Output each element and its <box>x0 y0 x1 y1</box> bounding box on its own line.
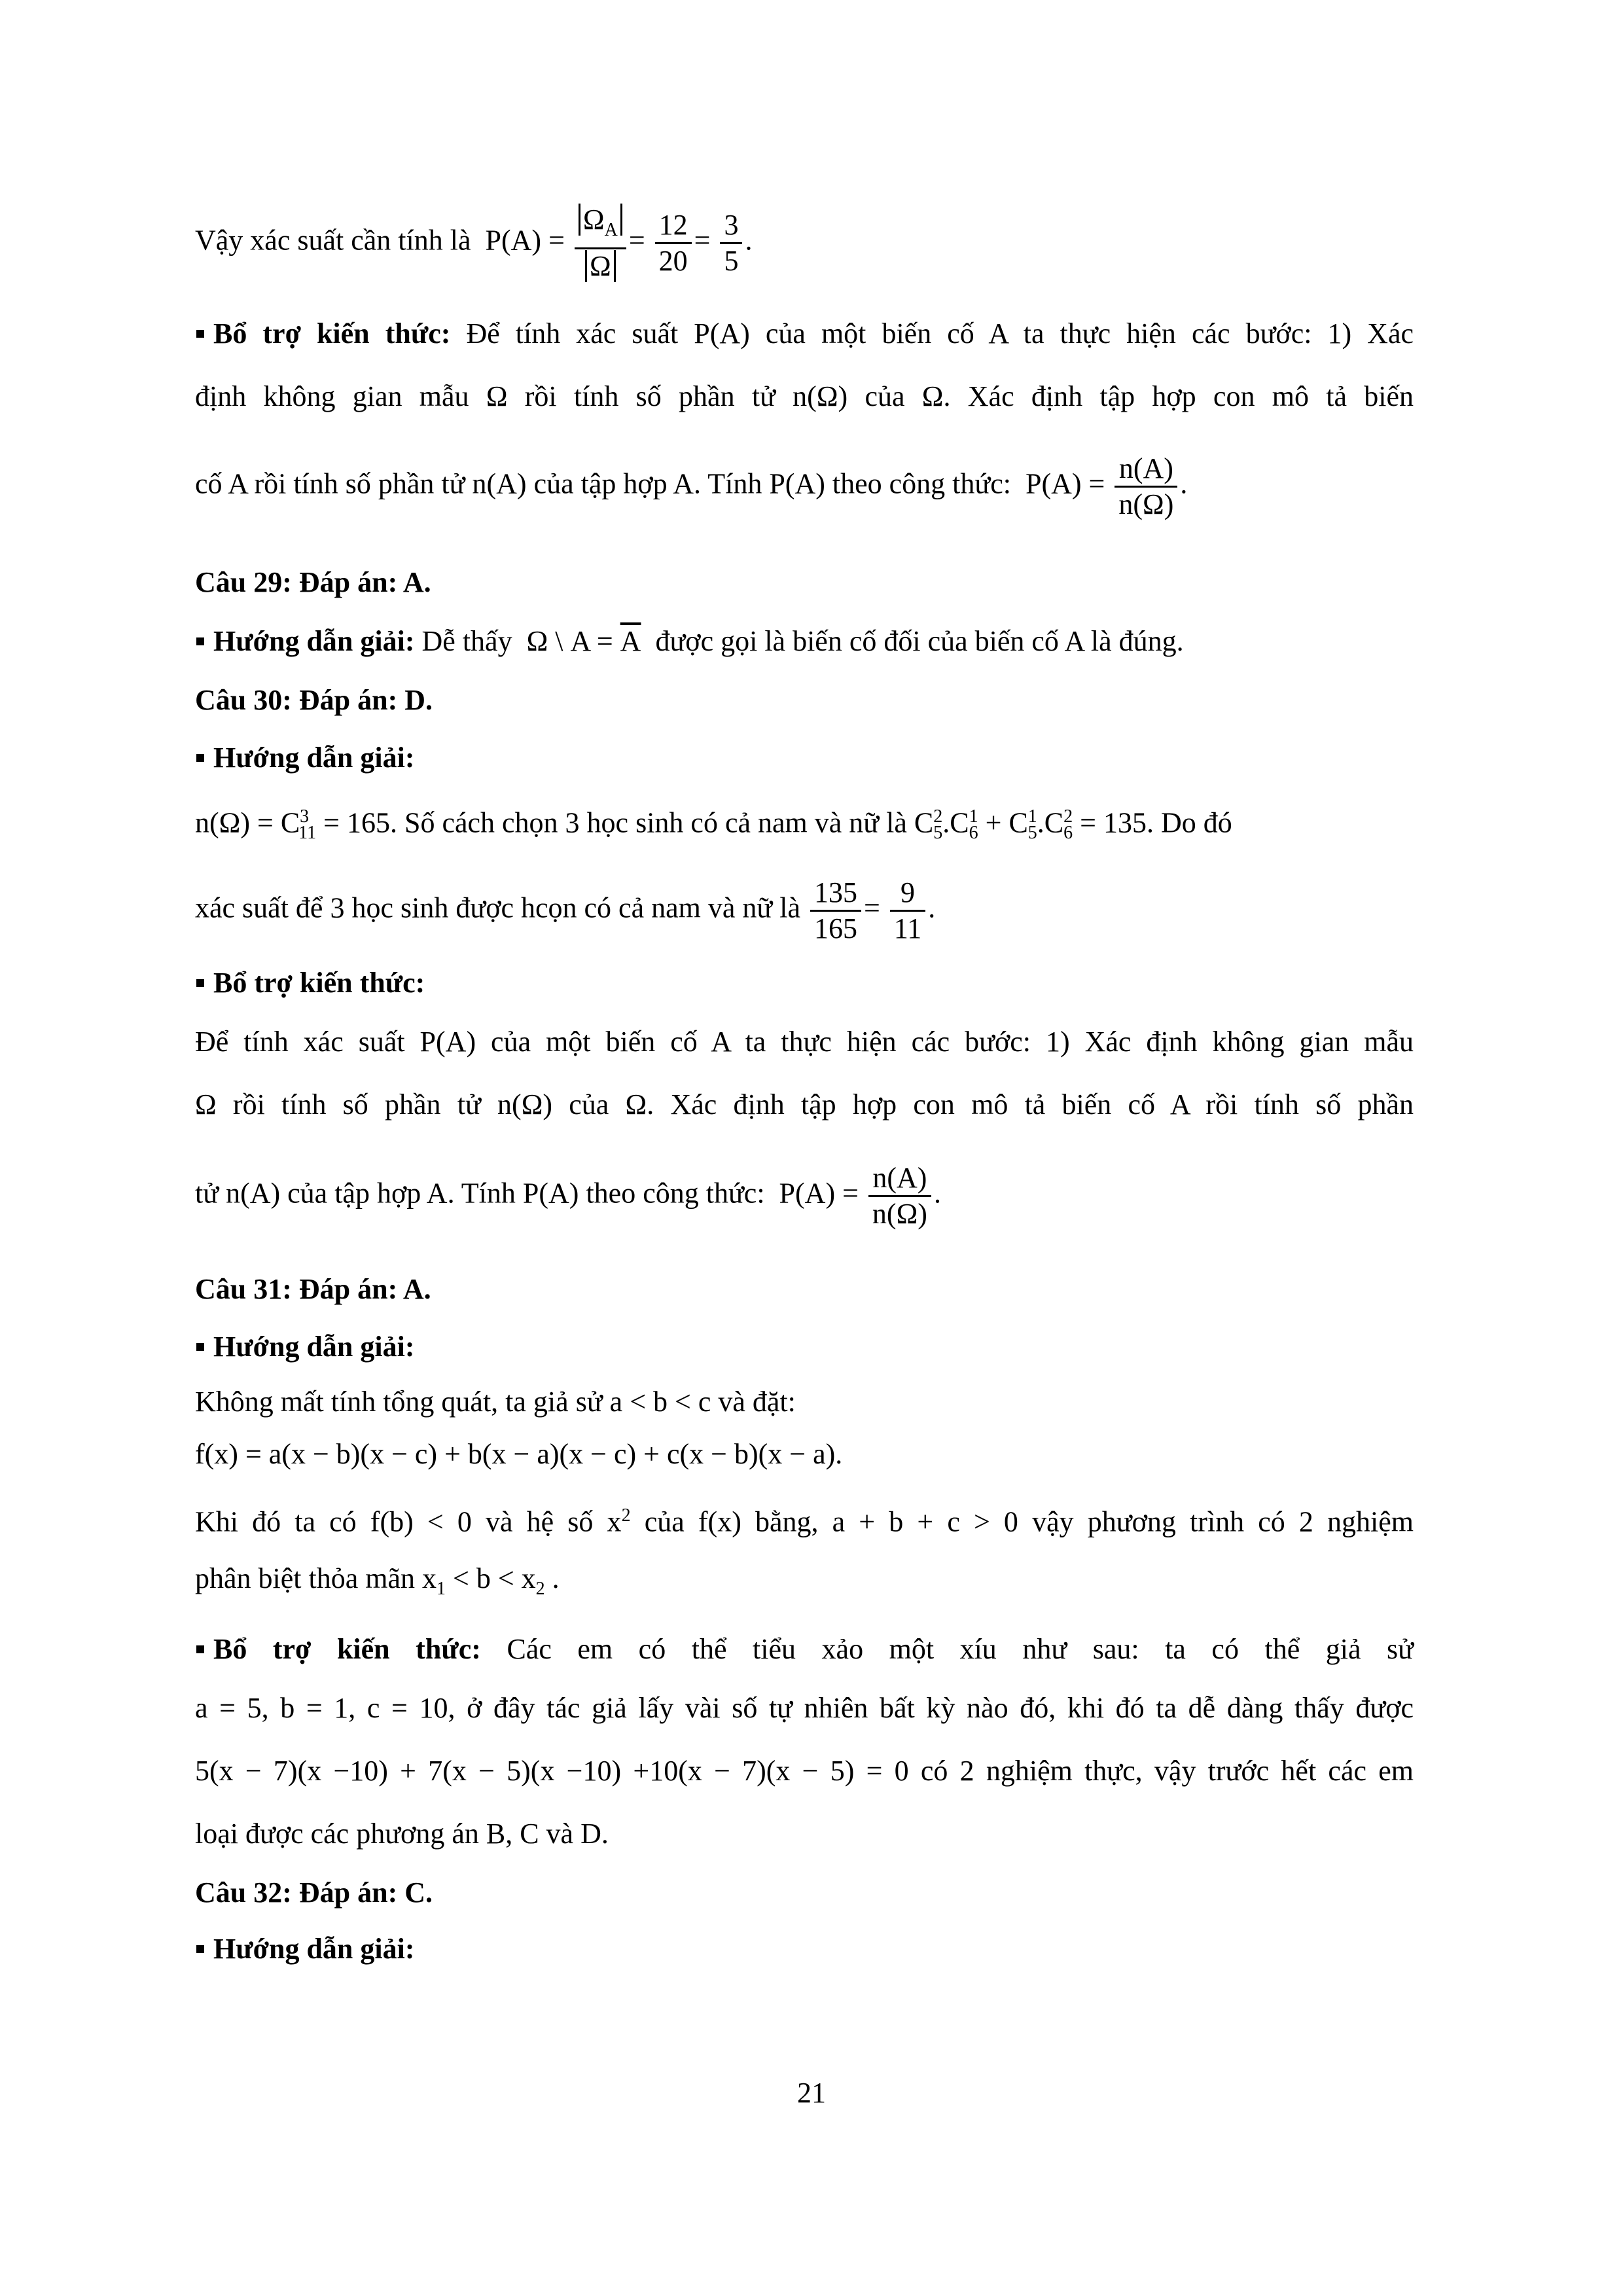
question-30-title: Câu 30: Đáp án: D. <box>195 684 433 716</box>
bullet-icon <box>196 1343 204 1351</box>
answer-28-lhs: P(A) = <box>485 224 565 257</box>
support-28-line1: Bổ trợ kiến thức: Để tính xác suất P(A) của một biến cố A ta thực hiện các bước: 1) Xác <box>195 314 1414 353</box>
fraction-12-20: $\frac{12}{20}$ <box>655 208 692 278</box>
bullet-icon <box>196 754 204 762</box>
fraction-nA-nOmega-2: $\frac{n(A)}{n(\Omega)}$ <box>868 1161 931 1231</box>
question-31-support-line4: loại được các phương án B, C và D. <box>195 1818 609 1850</box>
question-31-guide-label: Hướng dẫn giải: <box>195 1327 415 1367</box>
question-29-title: Câu 29: Đáp án: A. <box>195 566 431 598</box>
question-31-line4: phân biệt thỏa mãn $x_1 < b < x_2$ . <box>195 1562 560 1599</box>
question-30-line2: xác suất để 3 học sinh được hcọn có cả nam và nữ là $\frac{135}{165}$ = $\frac{9}{11}$ . <box>195 876 936 944</box>
question-32-guide-label: Hướng dẫn giải: <box>195 1929 415 1969</box>
bullet-icon <box>196 637 204 645</box>
question-31-title: Câu 31: Đáp án: A. <box>195 1273 431 1305</box>
fraction-nA-nOmega: $\frac{n(A)}{n(\Omega)}$ <box>1115 452 1177 522</box>
answer-28-text: Vậy xác suất cần tính là <box>195 224 471 257</box>
bullet-icon <box>196 979 204 987</box>
question-31-support-line1: Bổ trợ kiến thức: Các em có thể tiểu xảo một xíu như sau: ta có thể giả sử <box>195 1630 1414 1669</box>
question-31-support-line3: 5(x − 7)(x −10) + 7(x − 5)(x −10) +10(x − 7)(x − 5) = 0 có 2 nghiệm thực, vậy trước hết các em <box>195 1755 1414 1787</box>
question-31-line1: Không mất tính tổng quát, ta giả sử a < b < c và đặt: <box>195 1386 796 1418</box>
question-32-title: Câu 32: Đáp án: C. <box>195 1876 433 1909</box>
support-30-line1: Để tính xác suất P(A) của một biến cố A ta thực hiện các bước: 1) Xác định không gian mẫu <box>195 1026 1414 1058</box>
support-30-line2: Ω rồi tính số phần tử n(Ω) của Ω. Xác định tập hợp con mô tả biến cố A rồi tính số phần <box>195 1088 1414 1121</box>
question-30-guide-label: Hướng dẫn giải: <box>195 738 415 778</box>
fraction-135-165: $\frac{135}{165}$ <box>810 876 861 946</box>
question-30-line1: $n(\Omega) = C^3_{11} = 165$. Số cách chọn 3 học sinh có cả nam và nữ là $C^2_5.C^1_6 + C^1_5.C^2_6 = 135$. Do đó <box>195 806 1232 844</box>
question-29-guide: Hướng dẫn giải: Dễ thấy Ω \ $A = \overline{A}$ được gọi là biến cố đối của biến cố A là đúng. <box>195 622 1184 661</box>
support-28-line2: định không gian mẫu Ω rồi tính số phần tử n(Ω) của Ω. Xác định tập hợp con mô tả biến <box>195 380 1414 412</box>
fraction-omega: $\frac{\Omega_A}{\Omega}$ <box>575 203 626 283</box>
support-30-label: Bổ trợ kiến thức: <box>195 963 425 1003</box>
bullet-icon <box>196 1645 204 1653</box>
bullet-icon <box>196 1945 204 1953</box>
support-28-line3: cố A rồi tính số phần tử n(A) của tập hợp A. Tính P(A) theo công thức: P(A) = $\frac{n(A)}{n(\Omega)}$ . <box>195 452 1188 520</box>
question-31-line3: Khi đó ta có f(b) < 0 và hệ số $x^2$ của f(x) bằng, a + b + c > 0 vậy phương trình có 2 nghiệm <box>195 1505 1414 1538</box>
fraction-9-11: $\frac{9}{11}$ <box>890 876 925 946</box>
page-number: 21 <box>797 2077 826 2109</box>
question-31-support-line2: a = 5, b = 1, c = 10, ở đây tác giả lấy vài số tự nhiên bất kỳ nào đó, khi đó ta dễ dàng thấy được <box>195 1692 1414 1724</box>
bullet-icon <box>196 330 204 338</box>
support-30-line3: tử n(A) của tập hợp A. Tính P(A) theo công thức: P(A) = $\frac{n(A)}{n(\Omega)}$ . <box>195 1162 941 1230</box>
answer-28-line: Vậy xác suất cần tính là P(A) = $\frac{\Omega_A}{\Omega}$ = $\frac{12}{20}$ = $\frac{3}{5}$ . <box>195 204 753 282</box>
question-31-line2: f(x) = a(x − b)(x − c) + b(x − a)(x − c) + c(x − b)(x − a). <box>195 1438 843 1470</box>
fraction-3-5: $\frac{3}{5}$ <box>720 208 742 278</box>
